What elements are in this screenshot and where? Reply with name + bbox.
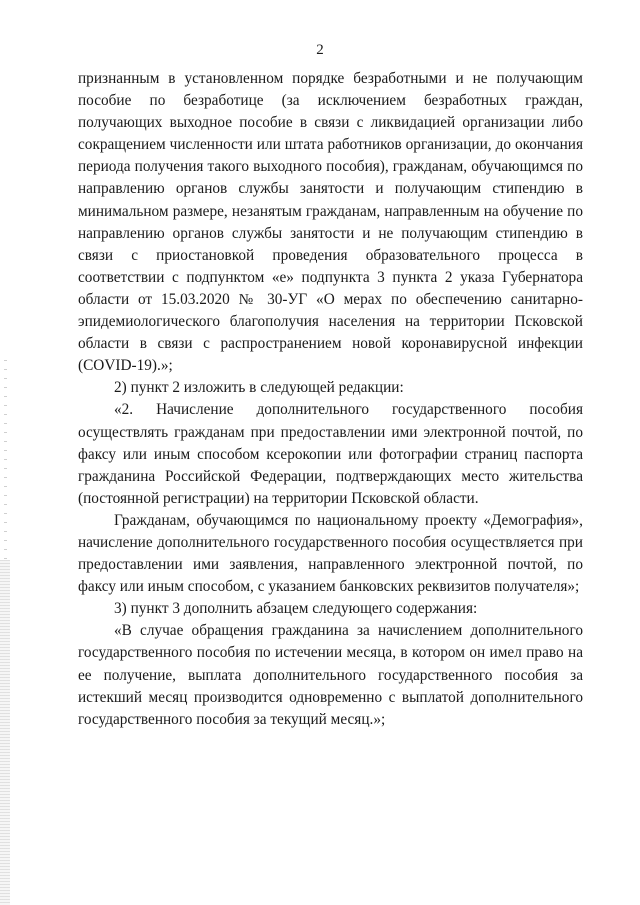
paragraph-item-3: 3) пункт 3 дополнить абзацем следующего содержания:	[114, 600, 478, 618]
document-body	[78, 68, 583, 731]
paragraph-point-3-addition: «В случае обращения гражданина за начислением дополнительного государственного пособия по истечении месяца, в котором он имел право на ее получение, выплата дополнительного государственного пособия за истекший месяц производится одновременно с выплатой дополнительного государственного пособия за текущий месяц.»;	[78, 622, 583, 728]
paragraph-continuation: признанным в установленном порядке безработными и не получающим пособие по безработице (за исключением безработных граждан, получающих выходное пособие в связи с ликвидацией организации либо сокращением численности или штата работников организации, до окончания периода получения такого выходного пособия), гражданам, обучающимся по направлению органов службы занятости и получающим стипендию в минимальном размере, незанятым гражданам, направленным на обучение по направлению органов службы занятости и не получающим стипендию в связи с приостановкой проведения образовательного процесса в соответствии с подпунктом «е» подпункта 3 пункта 2 указа Губернатора области от 15.03.2020 № 30-УГ «О мерах по обеспечению санитарно-эпидемиологического благополучия населения на территории Псковской области в связи с распространением новой коронавирусной инфекции (COVID-19).»;	[78, 70, 583, 375]
paragraph-point-2-text: «2. Начисление дополнительного государственного пособия осуществлять гражданам при предоставлении ими электронной почтой, по факсу или иным способом ксерокопии или фотографии страниц паспорта гражданина Российской Федерации, подтверждающих место жительства (постоянной регистрации) на территории Псковской области.	[78, 401, 583, 507]
scan-edge-artifact	[0, 560, 10, 905]
paragraph-item-2: 2) пункт 2 изложить в следующей редакции:	[114, 379, 404, 397]
page-number: 2	[316, 42, 324, 58]
scan-artifact	[4, 360, 7, 560]
paragraph-demography: Гражданам, обучающимся по национальному проекту «Демография», начисление дополнительного государственного пособия осуществляется при предоставлении ими заявления, направленного электронной почтой, по факсу или иным способом, с указанием банковских реквизитов получателя»;	[78, 511, 583, 596]
